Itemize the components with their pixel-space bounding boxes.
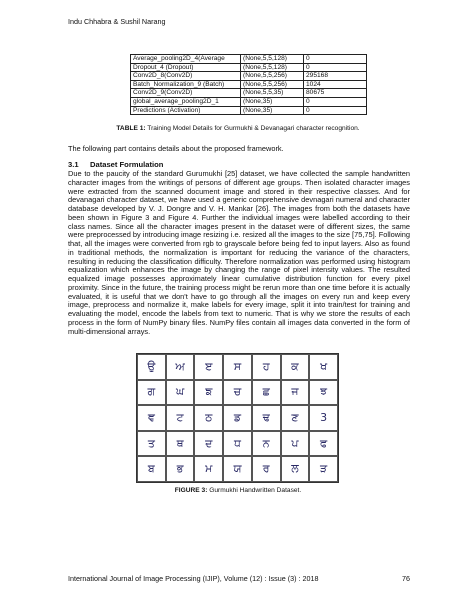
table-caption-label: TABLE 1:	[116, 125, 146, 132]
handwritten-character-cell: ੲ	[194, 354, 223, 380]
handwritten-character-cell: ਰ	[252, 456, 281, 482]
handwritten-character-cell: ਮ	[194, 456, 223, 482]
section-number: 3.1	[68, 160, 79, 169]
handwritten-character-cell: ਅ	[166, 354, 195, 380]
handwritten-character-cell: ਗ	[137, 380, 166, 406]
table-caption	[68, 125, 408, 132]
handwritten-character-cell: ਤ	[137, 431, 166, 457]
journal-citation: International Journal of Image Processing (IJIP), Volume (12) : Issue (3) : 2018	[68, 574, 319, 583]
handwritten-character-cell: ਚ	[223, 380, 252, 406]
figure-caption-text: Gurmukhi Handwritten Dataset.	[207, 487, 302, 494]
param-count-cell: 0	[304, 97, 367, 106]
handwritten-character-cell: ਛ	[252, 380, 281, 406]
table-row	[131, 63, 367, 72]
handwritten-character-cell: ਬ	[137, 456, 166, 482]
handwritten-character-cell: ਜ	[281, 380, 310, 406]
handwritten-character-cell: ਡ	[223, 405, 252, 431]
handwritten-character-cell: ਉ	[137, 354, 166, 380]
layer-name-cell: Batch_Normalization_9 (Batch)	[131, 80, 241, 89]
body-paragraph: Due to the paucity of the standard Gurumukhi [25] dataset, we have collected the sample handwritten character images from the writings of persons of different age groups. Then isolated character images were extracted from the scanned document image and stored in their respective classes. And for devanagari character dataset, we have used a generic comprehensive devnagari numeral and character database developed by V. J. Dongre and V. H. Mankar [26]. The images from both the datasets have been shown in Figure 3 and Figure 4. Further the individual images were labelled according to their class names. Since all the character images present in the dataset were of different sizes, the same were preprocessed by introducing image resizing i.e. resized all the images to the size [75,75]. Following that, all the images were converted from rgb to grayscale before being fed to input layers. Also as found in traditional methods, the normalization is important for reducing the variance of the characters, resulting in reducing the classification difficulty. Therefore normalization was performed using histogram equalization which enhances the image by changing the range of pixel intensity values. The resulted equalized image possesses approximately linear cumulative distribution function for every pixel proximity. Since in the future, the training process might be rerun more than one time before it is actually evaluated, it is useful that we don't have to go through all the images on every run and keep every image, preprocess and normalize it, make labels for every image, split it into train/test for training and evaluating the model, encode the labels from text to numeric. That is why we store the results of each process in the form of NumPy binary files. NumPy files contain all images data converted in the form of multi-dimensional arrays.	[68, 169, 410, 336]
handwritten-character-cell: ਫ	[309, 431, 338, 457]
handwritten-character-cell: ਥ	[166, 431, 195, 457]
param-count-cell: 0	[304, 55, 367, 64]
handwritten-character-cell: ੜ	[309, 456, 338, 482]
handwritten-character-cell: ਖ	[309, 354, 338, 380]
param-count-cell: 0	[304, 106, 367, 115]
param-count-cell: 1024	[304, 80, 367, 89]
param-count-cell: 80675	[304, 89, 367, 98]
handwritten-character-cell: ਟ	[166, 405, 195, 431]
handwritten-character-cell: ਲ	[281, 456, 310, 482]
page-footer	[68, 574, 410, 583]
handwritten-character-cell: ਸ	[223, 354, 252, 380]
handwritten-character-cell: ਨ	[252, 431, 281, 457]
layer-name-cell: Predictions (Activation)	[131, 106, 241, 115]
handwritten-character-cell: ਕ	[281, 354, 310, 380]
output-shape-cell: (None,5,5,256)	[241, 80, 304, 89]
figure-caption	[68, 487, 408, 494]
table-caption-text: Training Model Details for Gurmukhi & Devanagari character recognition.	[145, 125, 360, 132]
intro-line: The following part contains details about the proposed framework.	[68, 144, 284, 153]
section-title: Dataset Formulation	[90, 160, 164, 169]
table-row	[131, 89, 367, 98]
table-row	[131, 80, 367, 89]
page-number: 76	[402, 574, 410, 583]
output-shape-cell: (None,35)	[241, 97, 304, 106]
output-shape-cell: (None,5,5,128)	[241, 55, 304, 64]
output-shape-cell: (None,35)	[241, 106, 304, 115]
handwritten-character-cell: ਣ	[281, 405, 310, 431]
table-row	[131, 106, 367, 115]
param-count-cell: 295168	[304, 72, 367, 81]
handwritten-character-cell: ਭ	[166, 456, 195, 482]
layer-table	[130, 54, 367, 115]
section-heading	[68, 160, 163, 169]
output-shape-cell: (None,5,5,256)	[241, 72, 304, 81]
figure-caption-label: FIGURE 3:	[174, 487, 208, 494]
handwritten-character-cell: ਯ	[223, 456, 252, 482]
handwritten-character-cell: ਘ	[166, 380, 195, 406]
handwritten-character-cell: ਦ	[194, 431, 223, 457]
table-row	[131, 55, 367, 64]
param-count-cell: 0	[304, 63, 367, 72]
layer-name-cell: global_average_pooling2D_1	[131, 97, 241, 106]
handwritten-character-cell: ਹ	[252, 354, 281, 380]
handwritten-character-cell: ਙ	[194, 380, 223, 406]
handwritten-character-cell: ਠ	[194, 405, 223, 431]
handwritten-character-cell: ਪ	[281, 431, 310, 457]
handwritten-character-cell: 3	[309, 405, 338, 431]
table-row	[131, 72, 367, 81]
handwritten-character-cell: ਝ	[309, 380, 338, 406]
layer-name-cell: Dropout_4 (Dropout)	[131, 63, 241, 72]
gurmukhi-dataset-figure	[136, 353, 339, 483]
layer-name-cell: Conv2D_9(Conv2D)	[131, 89, 241, 98]
handwritten-character-cell: ਢ	[252, 405, 281, 431]
layer-name-cell: Conv2D_8(Conv2D)	[131, 72, 241, 81]
handwritten-character-cell: ਞ	[137, 405, 166, 431]
table-row	[131, 97, 367, 106]
output-shape-cell: (None,5,5,35)	[241, 89, 304, 98]
layer-name-cell: Average_pooling2D_4(Average	[131, 55, 241, 64]
handwritten-character-cell: ਧ	[223, 431, 252, 457]
running-header: Indu Chhabra & Sushil Narang	[68, 17, 166, 26]
output-shape-cell: (None,5,5,128)	[241, 63, 304, 72]
